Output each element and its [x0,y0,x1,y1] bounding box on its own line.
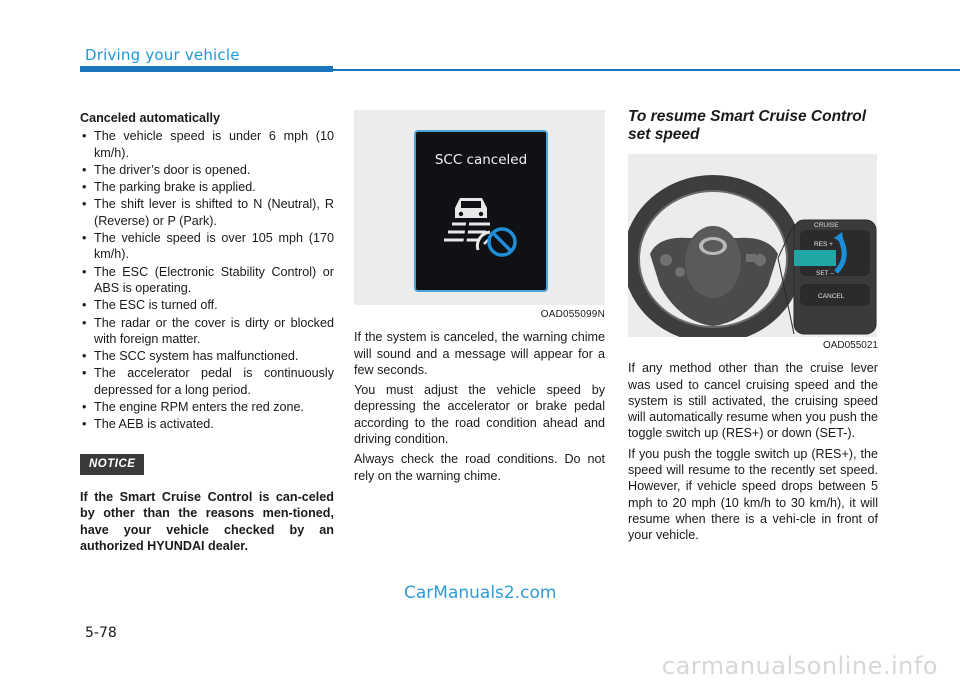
paragraph: If any method other than the cruise lever was used to cancel cruising speed and the system is still activated, the cruising speed will automatically resume when you push the toggle switch up (RES+) or down (SET-). [628,361,878,441]
scc-canceled-icon [442,192,522,264]
scc-cluster-figure [354,110,605,305]
list-item: • The AEB is activated. [80,416,334,432]
section-header-title: Driving your vehicle [85,46,240,64]
figure-code: OAD055021 [822,340,878,351]
canceled-title: Canceled automatically [80,111,220,125]
resume-section-title: To resume Smart Cruise Control set speed [628,108,867,143]
list-item: • The accelerator pedal is continuously depressed for a long period. [80,365,334,398]
list-item: • The ESC is turned off. [80,297,334,313]
page-number: 5-78 [85,625,117,641]
list-item: • The driver’s door is opened. [80,162,334,178]
canceled-list [80,128,334,432]
header-rule-thick [80,66,333,72]
list-item: • The parking brake is applied. [80,179,334,195]
list-item: • The shift lever is shifted to N (Neutral), R (Reverse) or P (Park). [80,196,334,229]
cruise-label: CRUISE [814,222,839,229]
paragraph: If you push the toggle switch up (RES+), the speed will resume to the recently set speed. However, if vehicle speed drops between 5 mph to 20 mph (10 km/h to 30 km/h), it will resume when there is a vehi-cle in front of your vehicle. [628,446,878,543]
set-label: SET – [816,270,834,277]
paragraph: If the system is canceled, the warning chime will sound and a message will appear for a few seconds. [354,330,605,377]
watermark-link[interactable]: CarManuals2.com [404,583,557,603]
notice-text: If the Smart Cruise Control is can-celed by other than the reasons men-tioned, have your vehicle checked by an authorized HYUNDAI dealer. [80,489,334,553]
list-item: • The SCC system has malfunctioned. [80,348,334,364]
column-middle [354,110,605,488]
list-item: • The engine RPM enters the red zone. [80,399,334,415]
notice-badge: NOTICE [80,454,144,475]
header-rule-thin [333,69,960,71]
paragraph: Always check the road conditions. Do not rely on the warning chime. [354,452,605,483]
res-label: RES + [814,241,833,248]
list-item: • The ESC (Electronic Stability Control) or ABS is operating. [80,264,334,297]
footer-site-watermark: carmanualsonline.info [661,652,938,680]
cluster-display [414,130,548,292]
column-right [628,110,878,548]
paragraph: You must adjust the vehicle speed by depressing the accelerator or brake pedal according to the road condition ahead and driving condition. [354,383,605,447]
steering-wheel-figure [628,154,877,337]
figure-code: OAD055099N [540,309,605,320]
list-item: • The vehicle speed is under 6 mph (10 km/h). [80,128,334,161]
list-item: • The vehicle speed is over 105 mph (170 km/h). [80,230,334,263]
column-left [80,110,334,554]
scc-canceled-message: SCC canceled [434,152,528,168]
list-item: • The radar or the cover is dirty or blocked with foreign matter. [80,315,334,348]
steering-wheel-illustration [628,154,877,337]
cancel-label: CANCEL [818,293,845,300]
